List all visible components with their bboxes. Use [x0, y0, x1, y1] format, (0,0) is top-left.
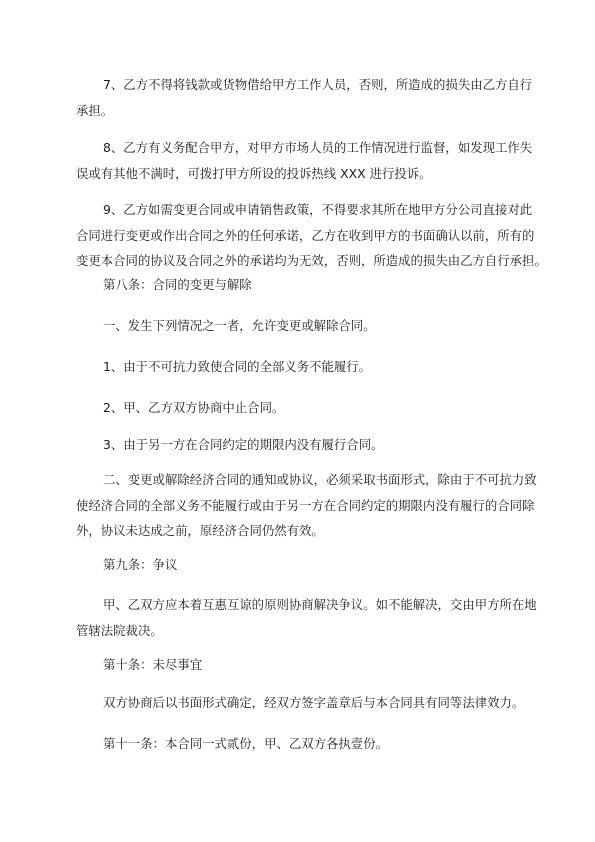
article-8-subitem-3 — [76, 432, 532, 458]
paragraph-line: 2、甲、乙方双方协商中止合同。 — [103, 400, 285, 415]
paragraph-line: 管辖法院裁决。 — [76, 622, 163, 638]
paragraph-line: 使经济合同的全部义务不能履行或由于另一方在合同约定的期限内没有履行的合同除 — [76, 497, 535, 513]
clause-9-paragraph — [76, 197, 547, 274]
paragraph-line: 合同进行变更或作出合同之外的任何承诺，乙方在收到甲方的书面确认以前，所有的 — [76, 227, 535, 243]
paragraph-line: 外，协议未达成之前，原经济合同仍然有效。 — [76, 523, 324, 538]
paragraph-line: 误或有其他不满时，可拨打甲方所设的投诉热线 XXX 进行投诉。 — [76, 165, 432, 181]
paragraph-line: 一、发生下列情况之一者，允许变更或解除合同。 — [103, 318, 376, 333]
clause-8-paragraph — [76, 135, 532, 186]
paragraph-line: 承担。 — [76, 102, 114, 118]
article-8-item-1 — [76, 313, 532, 339]
article-8-item-2 — [76, 467, 537, 544]
article-10-paragraph — [76, 690, 532, 716]
paragraph-line: 二、变更或解除经济合同的通知或协议，必须采取书面形式，除由于不可抗力致 — [103, 472, 537, 487]
article-9-paragraph — [76, 592, 537, 643]
article-8-subitem-2 — [76, 395, 532, 421]
paragraph-line: 7、乙方不得将钱款或货物借给甲方工作人员，否则，所造成的损失由乙方自行 — [103, 77, 533, 92]
paragraph-line: 变更本合同的协议及合同之外的承诺均为无效，否则，所造成的损失由乙方自行承担。 — [76, 253, 547, 268]
section-heading: 第十条：未尽事宜 — [103, 657, 203, 672]
article-11-heading — [76, 731, 532, 757]
clause-7-paragraph — [76, 72, 532, 123]
section-heading: 第十一条：本合同一式贰份，甲、乙双方各执壹份。 — [103, 736, 388, 751]
paragraph-line: 8、乙方有义务配合甲方，对甲方市场人员的工作情况进行监督，如发现工作失 — [103, 140, 533, 155]
paragraph-line: 1、由于不可抗力致使合同的全部义务不能履行。 — [103, 359, 372, 374]
paragraph-line: 3、由于另一方在合同约定的期限内没有履行合同。 — [103, 437, 384, 452]
article-9-heading — [76, 552, 532, 578]
article-8-subitem-1 — [76, 354, 532, 380]
section-heading: 第九条：争议 — [103, 557, 178, 572]
paragraph-line: 9、乙方如需变更合同或申请销售政策，不得要求其所在地甲方分公司直接对此 — [103, 202, 533, 217]
paragraph-line: 甲、乙双方应本着互惠互谅的原则协商解决争议。如不能解决，交由甲方所在地 — [103, 597, 537, 612]
section-heading: 第八条：合同的变更与解除 — [103, 277, 252, 292]
paragraph-line: 双方协商后以书面形式确定，经双方签字盖章后与本合同具有同等法律效力。 — [103, 695, 525, 710]
article-8-heading — [76, 272, 532, 298]
article-10-heading — [76, 652, 532, 678]
